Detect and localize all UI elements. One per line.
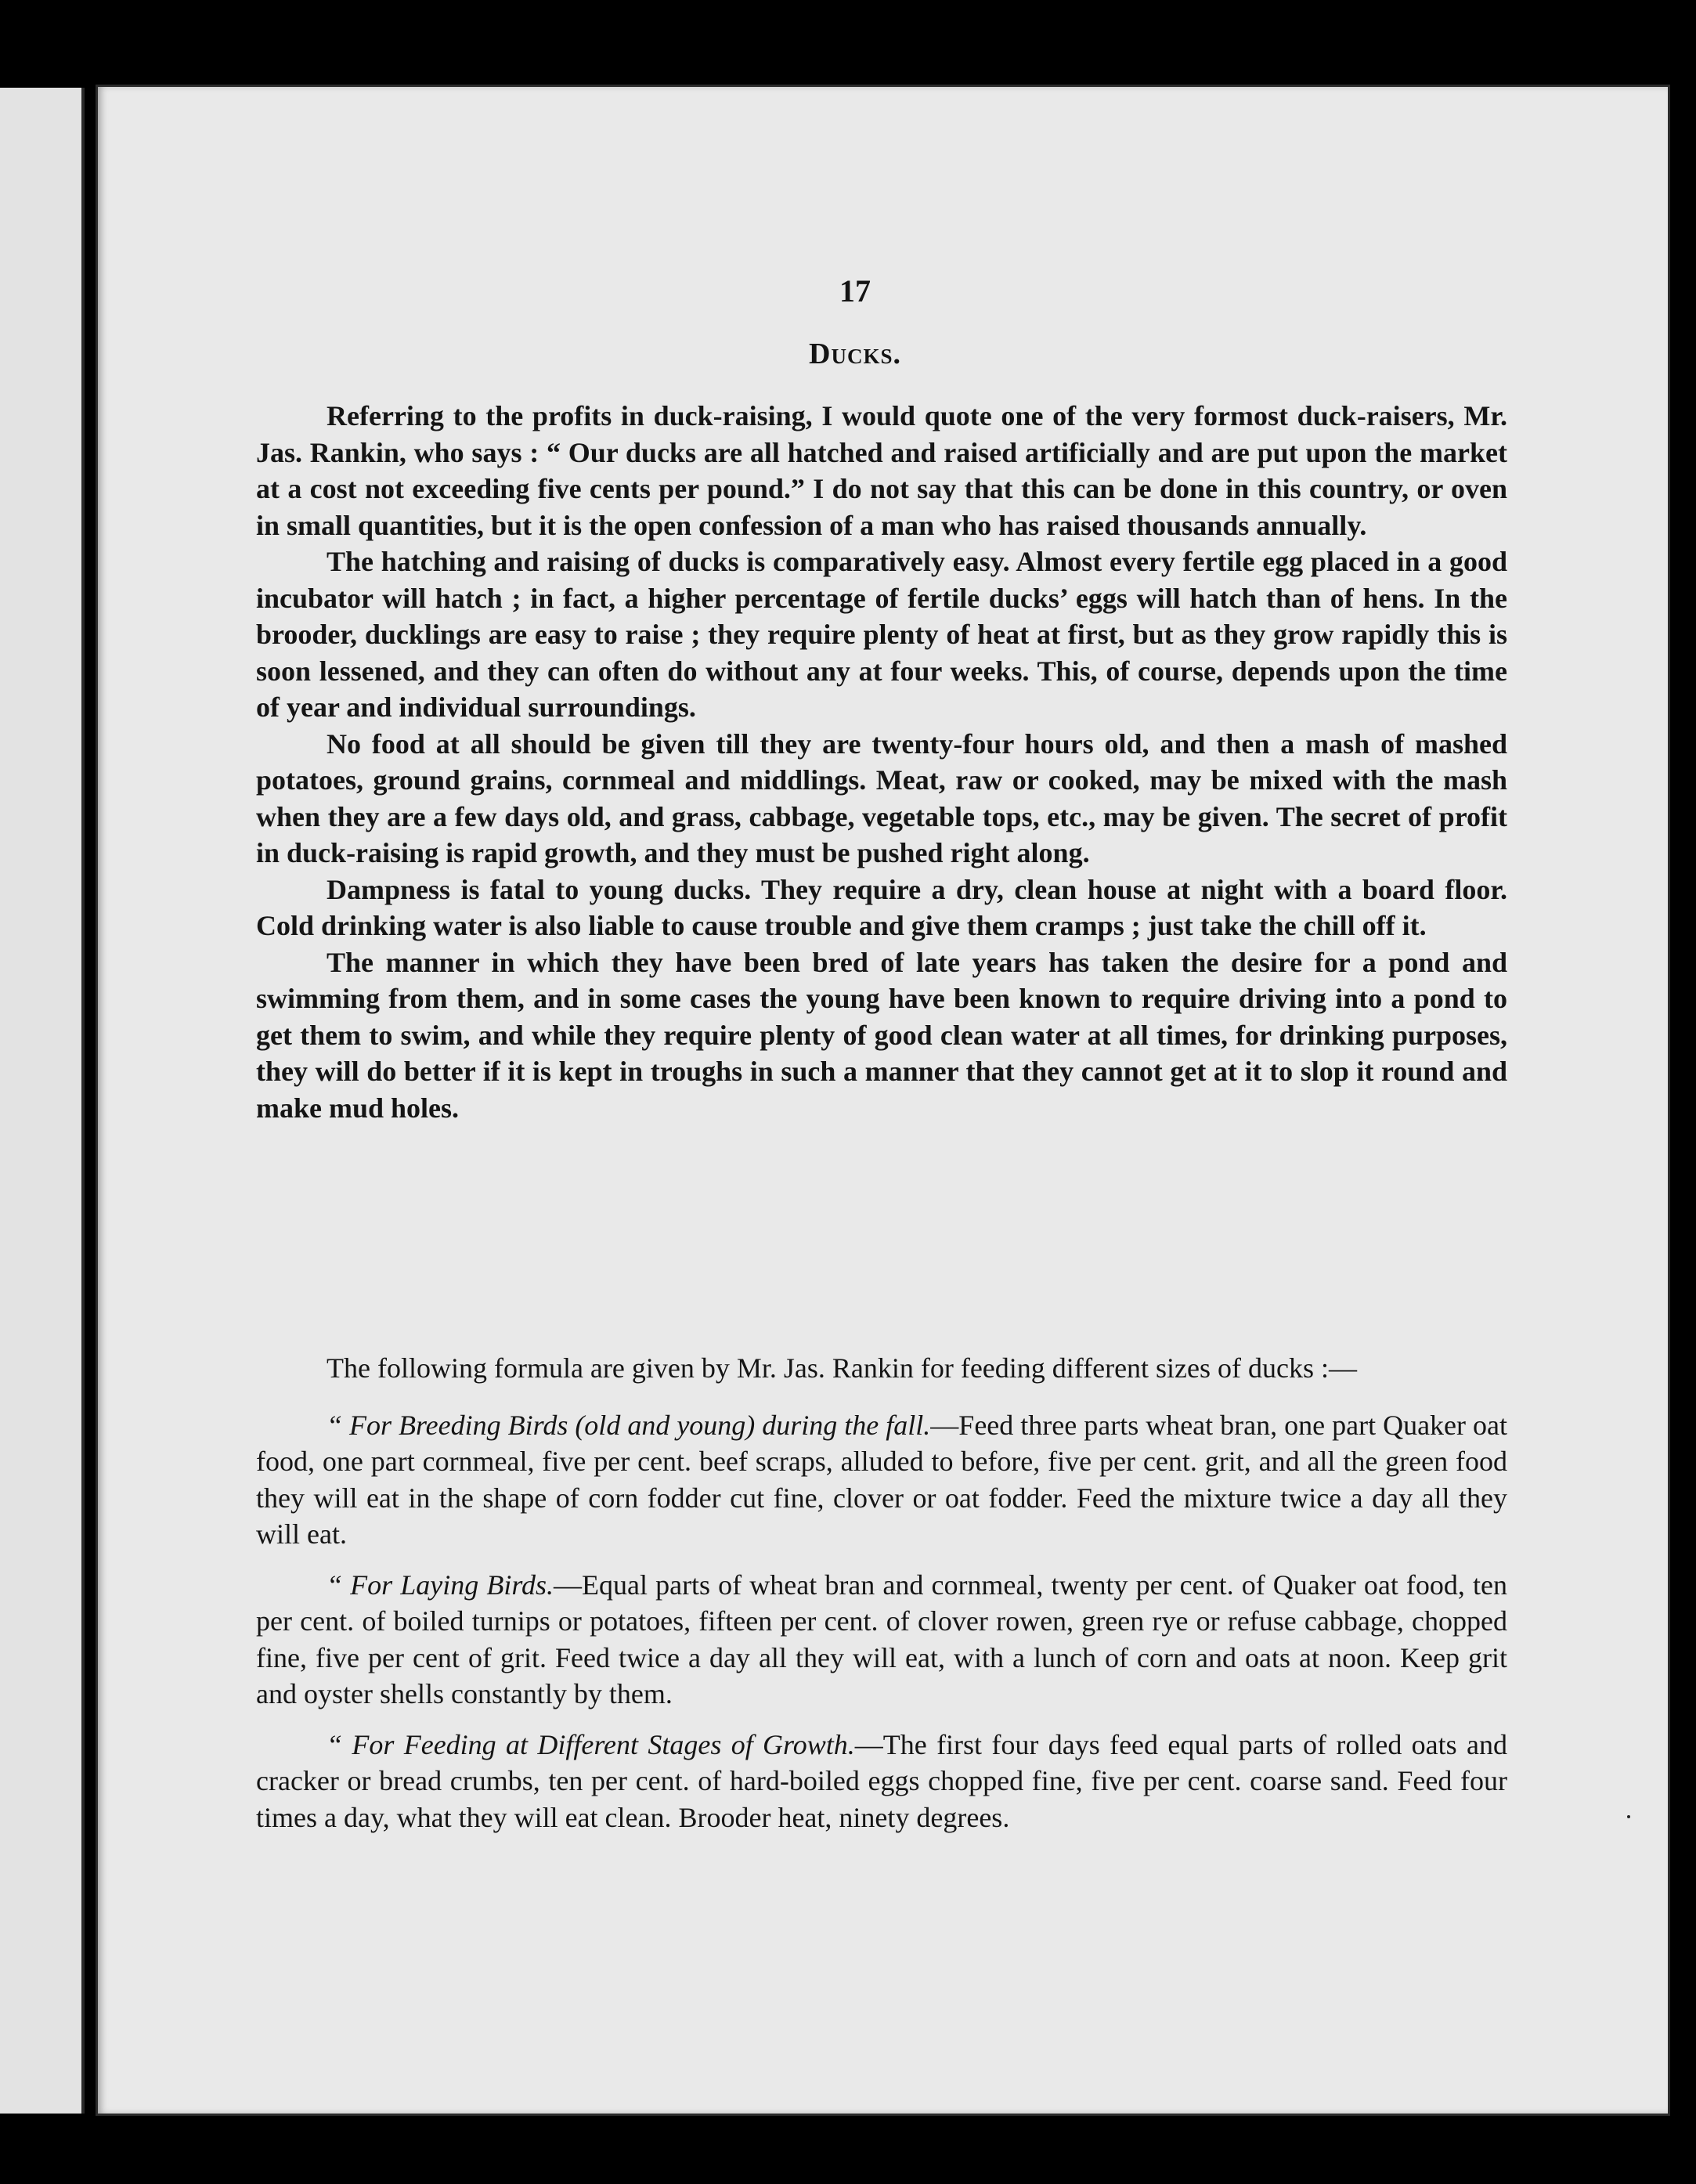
scan-speck <box>1627 1815 1630 1818</box>
page-number: 17 <box>839 273 871 309</box>
page-heading: Ducks. <box>809 338 901 370</box>
formula-title: “ For Laying Birds. <box>327 1569 554 1601</box>
formula-growth-stages <box>256 1727 1507 1836</box>
formula-breeding-birds <box>256 1407 1507 1553</box>
adjacent-page-edge <box>0 88 85 2114</box>
formula-text: —Feed three parts wheat bran, one part Quaker oat food, one part cornmeal, five per cent. beef scraps, alluded to before, five per cent. grit, and all the green food they will eat in the shape of corn fodder cut fine, clover or oat fodder. Feed the mixture twice a day all they will eat. <box>256 1409 1508 1550</box>
formula-section <box>256 1350 1507 1836</box>
formula-title: “ For Breeding Birds (old and young) during the fall. <box>327 1409 931 1441</box>
paragraph-hatching: The hatching and raising of ducks is comparatively easy. Almost every fertile egg placed in a good incubator will hatch ; in fact, a higher percentage of fertile ducks’ eggs will hatch than of hens. In the brooder, ducklings are easy to raise ; they require plenty of heat at first, but as they grow rapidly this is soon lessened, and they can often do without any at four weeks. This, of course, depends upon the time of year and individual surroundings. <box>256 546 1507 723</box>
paragraph-profits: Referring to the profits in duck-raising, I would quote one of the very formost duck-raisers, Mr. Jas. Rankin, who says : “ Our ducks are all hatched and raised artificially and are put upon the market at a cost not exceeding five cents per pound.” I do not say that this can be done in this country, or oven in small quantities, but it is the open confession of a man who has raised thousands annually. <box>256 400 1507 541</box>
formula-text: —The first four days feed equal parts of rolled oats and cracker or bread crumbs, ten per cent. of hard-boiled eggs chopped fine, five per cent. coarse sand. Feed four times a day, what they will eat clean. Brooder heat, ninety degrees. <box>256 1728 1507 1833</box>
document-page <box>96 85 1670 2116</box>
paragraph-feeding: No food at all should be given till they are twenty-four hours old, and then a mash of mashed potatoes, ground grains, cornmeal and middlings. Meat, raw or cooked, may be mixed with the mash when they are a few days old, and grass, cabbage, vegetable tops, etc., may be given. The secret of profit in duck-raising is rapid growth, and they must be pushed right along. <box>256 727 1507 868</box>
bold-text-section <box>256 398 1507 1126</box>
formula-text: —Equal parts of wheat bran and cornmeal, twenty per cent. of Quaker oat food, ten per cent. of boiled turnips or potatoes, fifteen per cent. of clover rowen, green rye or refuse cabbage, chopped fine, five per cent of grit. Feed twice a day all they will eat, with a lunch of corn and oats at noon. Keep grit and oyster shells constantly by them. <box>256 1569 1507 1709</box>
formula-title: “ For Feeding at Different Stages of Growth. <box>327 1728 855 1760</box>
formula-intro: The following formula are given by Mr. Jas. Rankin for feeding different sizes of ducks :— <box>327 1352 1358 1384</box>
paragraph-dampness: Dampness is fatal to young ducks. They require a dry, clean house at night with a board floor. Cold drinking water is also liable to cause trouble and give them cramps ; just take the chill off it. <box>256 873 1507 941</box>
formula-laying-birds <box>256 1567 1507 1713</box>
paragraph-ponds: The manner in which they have been bred of late years has taken the desire for a pond and swimming from them, and in some cases the young have been known to require driving into a pond to get them to swim, and while they require plenty of good clean water at all times, for drinking purposes, they will do better if it is kept in troughs in such a manner that they cannot get at it to slop it round and make mud holes. <box>256 946 1507 1124</box>
